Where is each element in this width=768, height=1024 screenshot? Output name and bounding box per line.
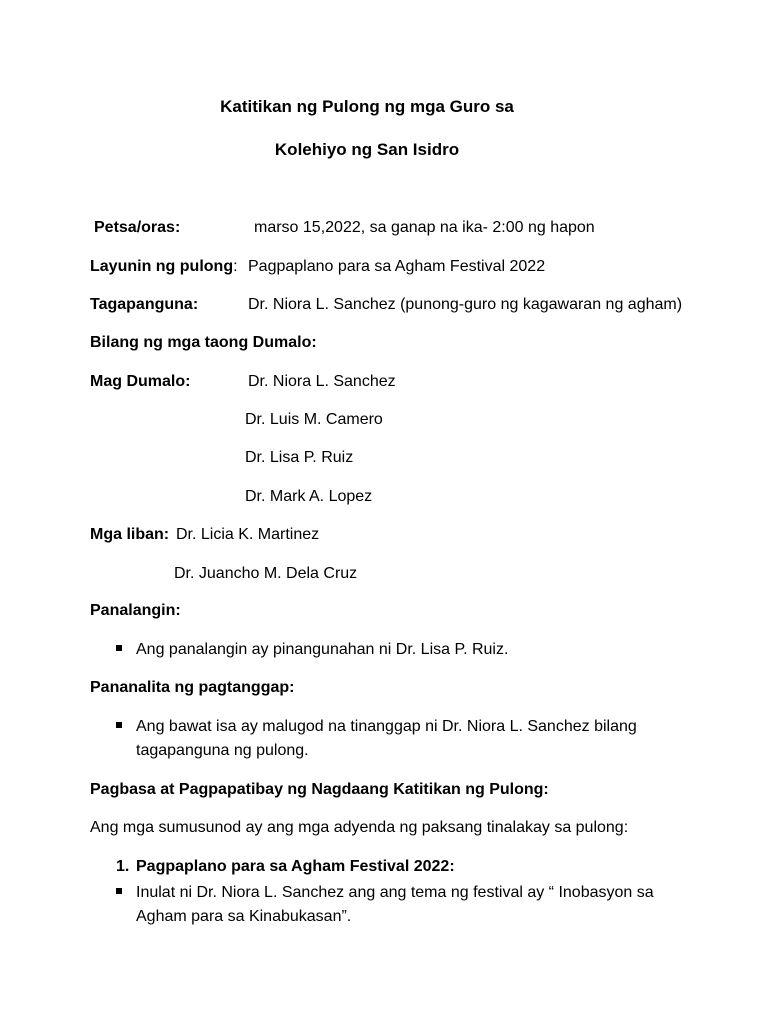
dumalo-name-3: Dr. Lisa P. Ruiz [245,449,354,466]
tagapanguna-label: Tagapanguna: [90,296,199,313]
bullet-icon [116,645,122,651]
dumalo-name-1: Dr. Niora L. Sanchez [248,373,396,390]
tagapanguna-value: Dr. Niora L. Sanchez (punong-guro ng kagawaran ng agham) [248,296,683,313]
item1-heading: Pagpaplano para sa Agham Festival 2022: [136,858,455,875]
item1-bullet-line1: Inulat ni Dr. Niora L. Sanchez ang ang tema ng festival ay “ Inobasyon sa [136,884,654,901]
panalangin-bullet: Ang panalangin ay pinangunahan ni Dr. Lisa P. Ruiz. [136,641,509,658]
liban-name-1: Dr. Licia K. Martinez [176,526,320,543]
pananalita-heading: Pananalita ng pagtanggap: [90,679,295,696]
pananalita-bullet-line1: Ang bawat isa ay malugod na tinanggap ni Dr. Niora L. Sanchez bilang [136,718,637,735]
layunin-row [90,257,238,277]
bullet-icon [116,888,122,894]
dumalo-name-2: Dr. Luis M. Camero [245,411,383,428]
liban-label: Mga liban: [90,526,170,543]
document-title-line1: Katitikan ng Pulong ng mga Guro sa [220,97,514,116]
item1-number: 1. [116,858,130,875]
dumalo-name-4: Dr. Mark A. Lopez [245,488,373,505]
bilang-label: Bilang ng mga taong Dumalo: [90,334,317,351]
layunin-value: Pagpaplano para sa Agham Festival 2022 [248,258,546,275]
dumalo-label: Mag Dumalo: [90,373,191,390]
pananalita-bullet-line2: tagapanguna ng pulong. [136,742,309,759]
layunin-label: Layunin ng pulong [90,258,234,275]
petsa-label: Petsa/oras: [94,219,181,236]
pagbasa-heading: Pagbasa at Pagpapatibay ng Nagdaang Katitikan ng Pulong: [90,781,549,798]
bullet-icon [116,722,122,728]
item1-bullet-line2: Agham para sa Kinabukasan”. [136,908,352,925]
adyenda-intro: Ang mga sumusunod ay ang mga adyenda ng paksang tinalakay sa pulong: [90,819,629,836]
liban-name-2: Dr. Juancho M. Dela Cruz [174,565,358,582]
panalangin-heading: Panalangin: [90,602,181,619]
petsa-value: marso 15,2022, sa ganap na ika- 2:00 ng hapon [254,219,595,236]
layunin-colon: : [233,258,238,275]
document-title-line2: Kolehiyo ng San Isidro [274,140,460,159]
